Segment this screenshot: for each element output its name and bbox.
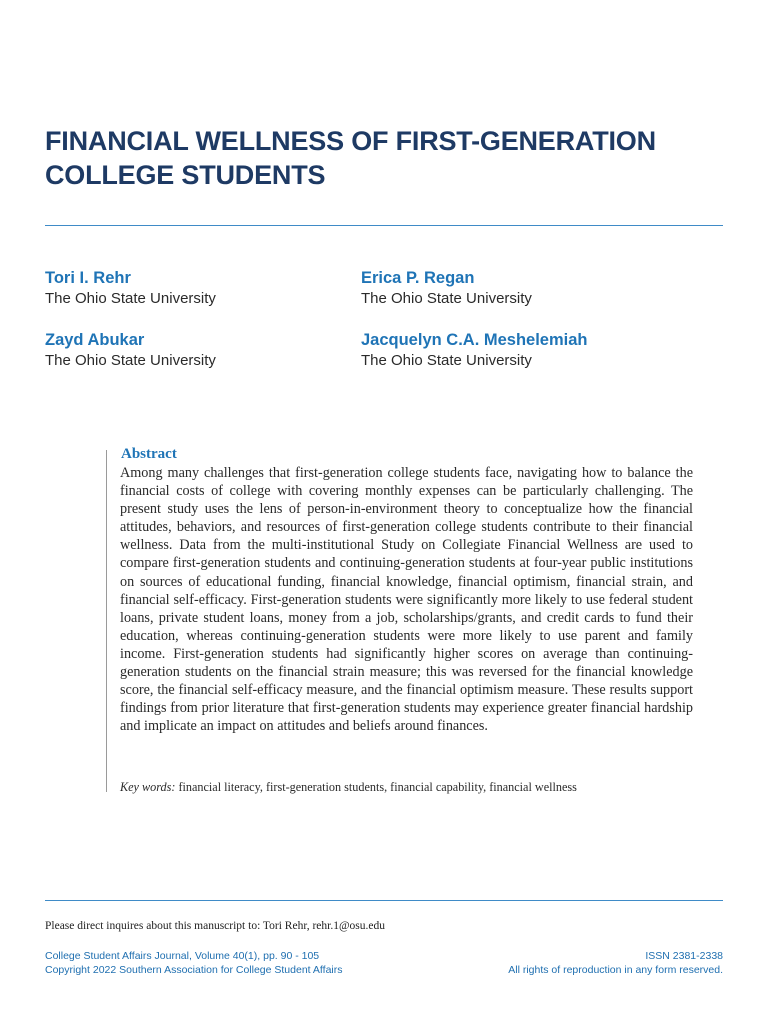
title-line-1: FINANCIAL WELLNESS OF FIRST-GENERATION bbox=[45, 126, 656, 156]
footer-divider bbox=[45, 900, 723, 901]
abstract-text: Among many challenges that first-generation college students face, navigating how to balance the financial costs of college with covering monthly expenses can be particularly challenging. The present study uses the lens of person-in-environment theory to conceptualize how the financial attitudes, behaviors, and resources of first-generation college students contribute to their financial wellness. Data from the multi-institutional Study on Collegiate Financial Wellness are used to compare first-generation students and continuing-generation students at four-year public institutions on sources of educational funding, financial knowledge, financial optimism, financial strain, and financial self-efficacy. First-generation students were significantly more likely to use federal student loans, private student loans, money from a job, scholarships/grants, and credit cards to fund their education, whereas continuing-generation students were more likely to use parent and family income. First-generation students had significantly higher scores on average than continuing-generation students on the financial strain measure; this was reversed for the financial knowledge score, the financial self-efficacy measure, and the financial optimism measure. These results support findings from prior literature that first-generation students may experience greater financial hardship and implicate an impact on attitudes and beliefs around finances. bbox=[120, 465, 693, 735]
author-name: Tori I. Rehr bbox=[45, 269, 131, 287]
author-name: Zayd Abukar bbox=[45, 331, 145, 349]
author-affiliation: The Ohio State University bbox=[45, 352, 216, 369]
title-line-2: COLLEGE STUDENTS bbox=[45, 160, 326, 190]
abstract-heading: Abstract bbox=[121, 446, 177, 462]
article-title bbox=[45, 124, 725, 192]
author-name: Jacquelyn C.A. Meshelemiah bbox=[361, 331, 588, 349]
journal-info: College Student Affairs Journal, Volume 40(1), pp. 90 - 105 bbox=[45, 950, 320, 962]
abstract-section bbox=[106, 446, 694, 794]
author-name: Erica P. Regan bbox=[361, 269, 475, 287]
author-1 bbox=[45, 268, 375, 309]
keywords-label: Key words: bbox=[120, 780, 176, 794]
journal-citation bbox=[45, 950, 343, 977]
copyright-notice: Copyright 2022 Southern Association for College Student Affairs bbox=[45, 963, 343, 976]
journal-issn bbox=[508, 950, 723, 977]
issn: ISSN 2381-2338 bbox=[645, 950, 723, 962]
title-divider bbox=[45, 225, 723, 226]
author-affiliation: The Ohio State University bbox=[361, 290, 532, 307]
correspondence-note: Please direct inquires about this manuscript to: Tori Rehr, rehr.1@osu.edu bbox=[45, 920, 385, 932]
author-affiliation: The Ohio State University bbox=[45, 290, 216, 307]
keywords bbox=[120, 780, 700, 795]
author-3 bbox=[45, 330, 375, 371]
rights-notice: All rights of reproduction in any form reserved. bbox=[508, 963, 723, 976]
author-2 bbox=[361, 268, 691, 309]
author-4 bbox=[361, 330, 691, 371]
keywords-list: financial literacy, first-generation students, financial capability, financial wellness bbox=[178, 780, 577, 794]
author-affiliation: The Ohio State University bbox=[361, 352, 532, 369]
